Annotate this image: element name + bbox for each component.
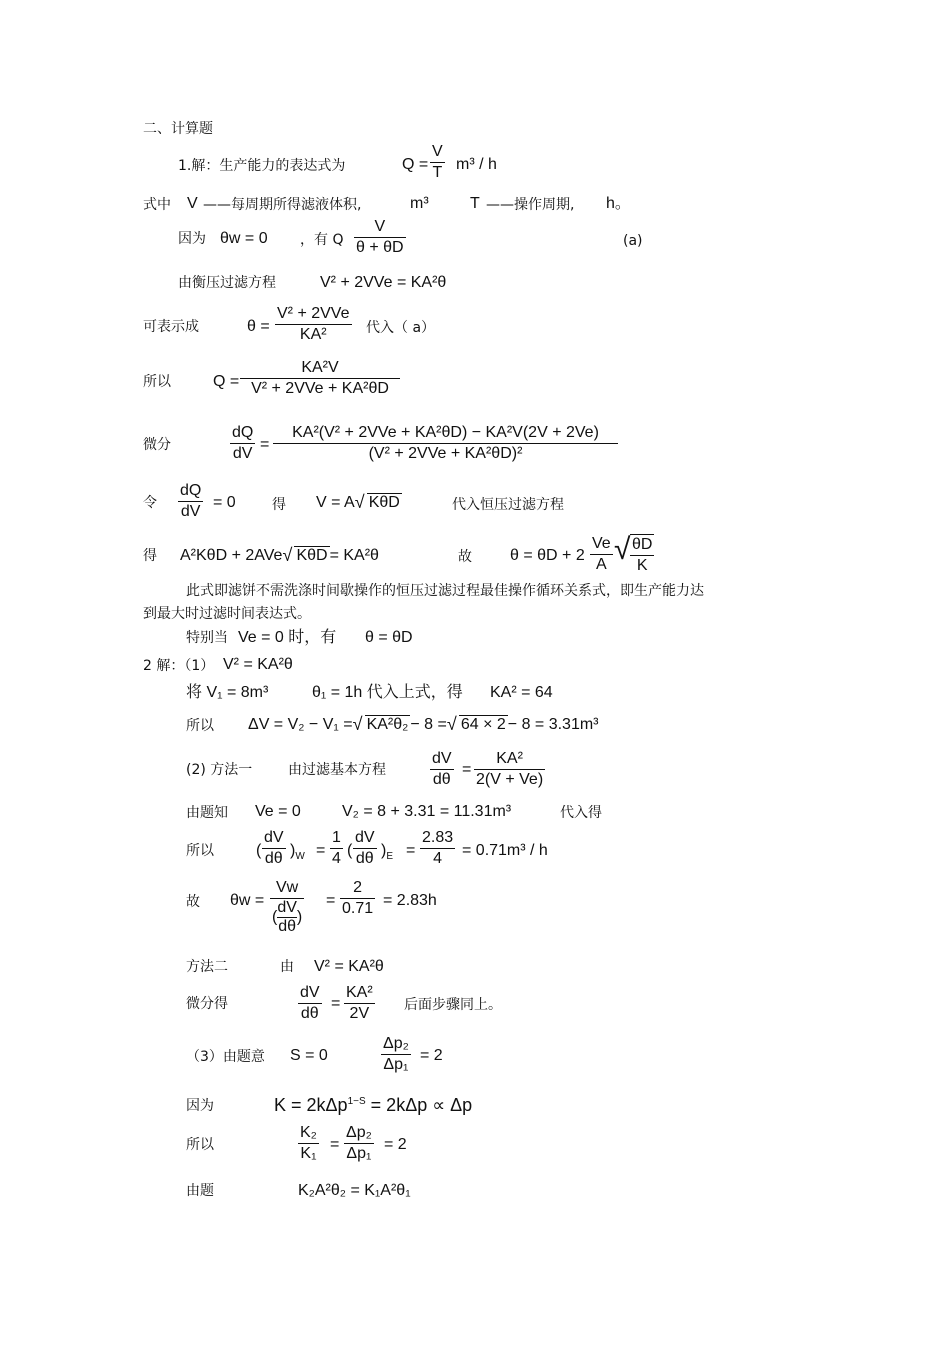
diff-label: 微分 (143, 437, 171, 453)
k-den: K₁ (300, 1145, 317, 1162)
w-fraction (262, 828, 286, 869)
section-title: 二、计算题 (143, 121, 213, 137)
de-label: 得 (272, 497, 286, 513)
e-num: dV (353, 828, 377, 849)
q2-den: θ + θD (356, 239, 404, 256)
e-sub: E (386, 851, 393, 862)
sub-const: 代入恒压过滤方程 (452, 497, 564, 513)
v283-den: 4 (433, 850, 443, 867)
q-fraction (430, 142, 445, 183)
conclusion-line-1: 此式即滤饼不需洗涤时间歇操作的恒压过滤过程最佳操作循环关系式，即生产能力达 (186, 583, 704, 599)
where-label: 式中 (143, 197, 171, 213)
dp2-num: Δp₂ (344, 1123, 374, 1144)
dv-line (248, 715, 599, 735)
so-label-4: 所以 (186, 1137, 214, 1153)
q-lhs: Q = (402, 156, 429, 173)
paren-open-1: ( (256, 842, 262, 859)
v-sol-text: V = A (316, 494, 355, 511)
rhs-fraction (474, 749, 545, 790)
can-express: 可表示成 (143, 319, 199, 335)
v-sym: V (187, 195, 198, 212)
theta-fraction (275, 304, 352, 345)
theta1: θ₁ = 1h 代入上式，得 (312, 684, 463, 701)
dv-sqrt-1 (353, 715, 411, 735)
tw-fraction (270, 878, 304, 936)
dq2-num: dQ (178, 481, 203, 502)
m2-num: dV (298, 983, 322, 1004)
m2-same: 后面步骤同上。 (404, 997, 502, 1013)
dp2-den: Δp₁ (346, 1145, 372, 1162)
m2-label: 方法二 (186, 959, 228, 975)
const-eq: V² + 2VVe = KA²θ (320, 274, 447, 291)
v283-num: 2.83 (420, 828, 455, 849)
res-rad: KθD (296, 547, 328, 564)
k-exp: 1−S (347, 1096, 366, 1107)
theta-eq-thetad: θ = θD (365, 629, 413, 646)
s0: S = 0 (290, 1047, 328, 1064)
tw-den-num: dV (277, 899, 297, 916)
eq-sign-7: = (330, 1136, 340, 1153)
eq3: = 2 (384, 1136, 407, 1153)
big-den: (V² + 2VVe + KA²θD)² (368, 445, 523, 462)
t-desc: ——操作周期, (486, 197, 575, 213)
dv-res: − 8 = 3.31m³ (507, 716, 599, 733)
m2-from: 由 (280, 959, 294, 975)
dq2-den: dV (180, 503, 201, 520)
m2-rnum: KA² (344, 983, 375, 1004)
tw-val-den: 0.71 (342, 900, 374, 917)
m2-diff: 微分得 (186, 996, 228, 1012)
gu-label: 故 (458, 549, 472, 565)
m2-den: dθ (300, 1005, 319, 1022)
p1-intro: 1.解：生产能力的表达式为 (178, 158, 346, 174)
ve-a-fraction (590, 534, 613, 575)
quarter-fraction (330, 828, 343, 869)
k-num: K₂ (298, 1123, 319, 1144)
special-label: 特别当 (186, 630, 228, 646)
w-res: = 0.71m³ / h (462, 842, 548, 859)
dp2-fraction (344, 1123, 374, 1164)
because: 因为 (178, 231, 206, 247)
q3-num: KA²V (240, 358, 400, 379)
rhs-num: KA² (474, 749, 545, 770)
dq-fraction (230, 423, 255, 464)
w-num: dV (262, 828, 286, 849)
dv-lhs: ΔV = V₂ − V₁ = (248, 716, 353, 733)
theta-lhs: θ = (247, 318, 270, 335)
e-den: dθ (355, 850, 374, 867)
tw-res: = 2.83h (383, 892, 437, 909)
big-fraction (273, 423, 618, 464)
res-right: = KA²θ (329, 547, 379, 564)
last-eq: K₂A²θ₂ = K₁A²θ₁ (298, 1182, 411, 1199)
q-num: V (430, 142, 445, 163)
ve-num: Ve (590, 534, 613, 555)
w-den: dθ (264, 850, 283, 867)
k-ratio-fraction (298, 1123, 319, 1164)
t-sym: T (470, 195, 480, 212)
theta-res: θ = θD + 2 (510, 547, 585, 564)
q3-lhs: Q = (213, 373, 240, 390)
dq-den: dV (232, 445, 253, 462)
dq-num: dQ (230, 423, 255, 444)
theta-num: V² + 2VVe (275, 304, 352, 325)
paren-close-2: )$_E$ (381, 842, 393, 862)
eq-sign-2: = (462, 761, 472, 778)
rad-num: θD (630, 535, 654, 556)
m2-eq: V² = KA²θ (314, 958, 384, 975)
tw-den: ( $\frac{dV}{d\theta}$ ) (272, 899, 303, 935)
dp-den: Δp₁ (383, 1056, 409, 1073)
q3-fraction (240, 358, 400, 399)
quarter-num: 1 (330, 828, 343, 849)
v283-fraction (420, 828, 455, 869)
so-label: 所以 (143, 374, 171, 390)
paren-close-1: )$_W$ (290, 842, 305, 862)
de2-label: 得 (143, 548, 157, 564)
eq-sign-5: = (326, 892, 336, 909)
q3-den: V² + 2VVe + KA²θD (251, 380, 389, 397)
eq2: = 2 (420, 1047, 443, 1064)
so-label-2: 所以 (186, 718, 214, 734)
theta-w-eq: θw = 0 (220, 230, 268, 247)
thetad-k-fraction (630, 534, 654, 576)
dv-rad-2: 64 × 2 (460, 716, 506, 733)
v-sol-rad: KθD (368, 494, 400, 511)
m2-lhs-fraction (298, 983, 322, 1024)
paren-open-2: ( (347, 842, 353, 859)
q-unit: m³ / h (456, 156, 497, 173)
k-eq-rhs: = 2kΔp ∝ Δp (370, 1095, 473, 1115)
dp-fraction (381, 1034, 411, 1075)
eq-sign: = (260, 436, 270, 453)
q2-num: V (354, 217, 406, 238)
e-fraction (353, 828, 377, 869)
tw-val-num: 2 (340, 878, 375, 899)
ve-zero: Ve = 0 时，有 (238, 629, 337, 646)
eq-sign-6: = (331, 995, 341, 1012)
quarter-den: 4 (332, 850, 341, 867)
k-eq-lhs: K = 2kΔp (274, 1095, 348, 1115)
tw-val-fraction (340, 878, 375, 919)
p3-label: （3）由题意 (186, 1049, 265, 1065)
gu-label-2: 故 (186, 894, 200, 910)
p2-head: 2 解：（1） (143, 658, 215, 674)
eq-sign-3: = (316, 842, 326, 859)
you-q: ，有 Q (300, 232, 344, 248)
res-sqrt (282, 546, 329, 566)
dv-rad-1: KA²θ₂ (366, 716, 409, 733)
w-sub: W (295, 851, 305, 862)
sqrt-sign: √ (614, 533, 631, 566)
v2-eq: V₂ = 8 + 3.31 = 11.31m³ (342, 803, 512, 820)
a-den: A (596, 556, 607, 573)
tw-lhs: θw = (230, 892, 265, 909)
tw-den-den: dθ (278, 918, 297, 935)
v-solution (316, 493, 402, 513)
v-unit: m³ (410, 195, 429, 212)
m1-label: (2) 方法一 (186, 762, 253, 778)
dvdt-num: dV (430, 749, 454, 770)
eq-sign-4: = (406, 842, 416, 859)
tw-inner-frac (277, 899, 297, 936)
sub-line: 将 V₁ = 8m³ (186, 684, 269, 701)
dv-mid: − 8 = (410, 716, 447, 733)
dvdt-den: dθ (432, 771, 451, 788)
eq-a-label: (a) (623, 233, 643, 249)
known-label: 由题知 (186, 805, 228, 821)
so-label-3: 所以 (186, 843, 214, 859)
dp-num: Δp₂ (381, 1034, 411, 1055)
from-q-label: 由题 (186, 1183, 214, 1199)
v-desc: ——每周期所得滤液体积, (203, 197, 362, 213)
ling-label: 令 (143, 495, 157, 511)
m2-rden: 2V (349, 1005, 370, 1022)
res-left: A²KθD + 2AVe (180, 547, 283, 564)
zero-eq: = 0 (213, 494, 236, 511)
rhs-den: 2(V + Ve) (476, 771, 544, 788)
sub-a: 代入（ a） (366, 320, 436, 336)
from-const-label: 由衡压过滤方程 (178, 275, 276, 291)
dq2-fraction (178, 481, 203, 522)
q-den: T (432, 164, 443, 181)
k-eq (274, 1095, 472, 1115)
tw-num: Vw (270, 878, 304, 899)
rad-den: K (636, 557, 648, 574)
conclusion-line-2: 到最大时过滤时间表达式。 (143, 606, 311, 622)
dv-sqrt-2 (447, 715, 508, 735)
sub-get: 代入得 (560, 805, 602, 821)
big-num: KA²(V² + 2VVe + KA²θD) − KA²V(2V + 2Ve) (273, 423, 618, 444)
m1-from: 由过滤基本方程 (288, 762, 386, 778)
ve0: Ve = 0 (255, 803, 301, 820)
t-unit: h。 (606, 195, 631, 212)
ka2: KA² = 64 (490, 684, 553, 701)
theta-den: KA² (299, 326, 327, 343)
q2-fraction (354, 217, 406, 258)
because-2: 因为 (186, 1098, 214, 1114)
m2-rhs-fraction (344, 983, 375, 1024)
p2-eq1: V² = KA²θ (223, 656, 293, 673)
v-sol-sqrt (355, 493, 402, 513)
res-eq (180, 546, 379, 566)
dvdt-fraction (430, 749, 454, 790)
